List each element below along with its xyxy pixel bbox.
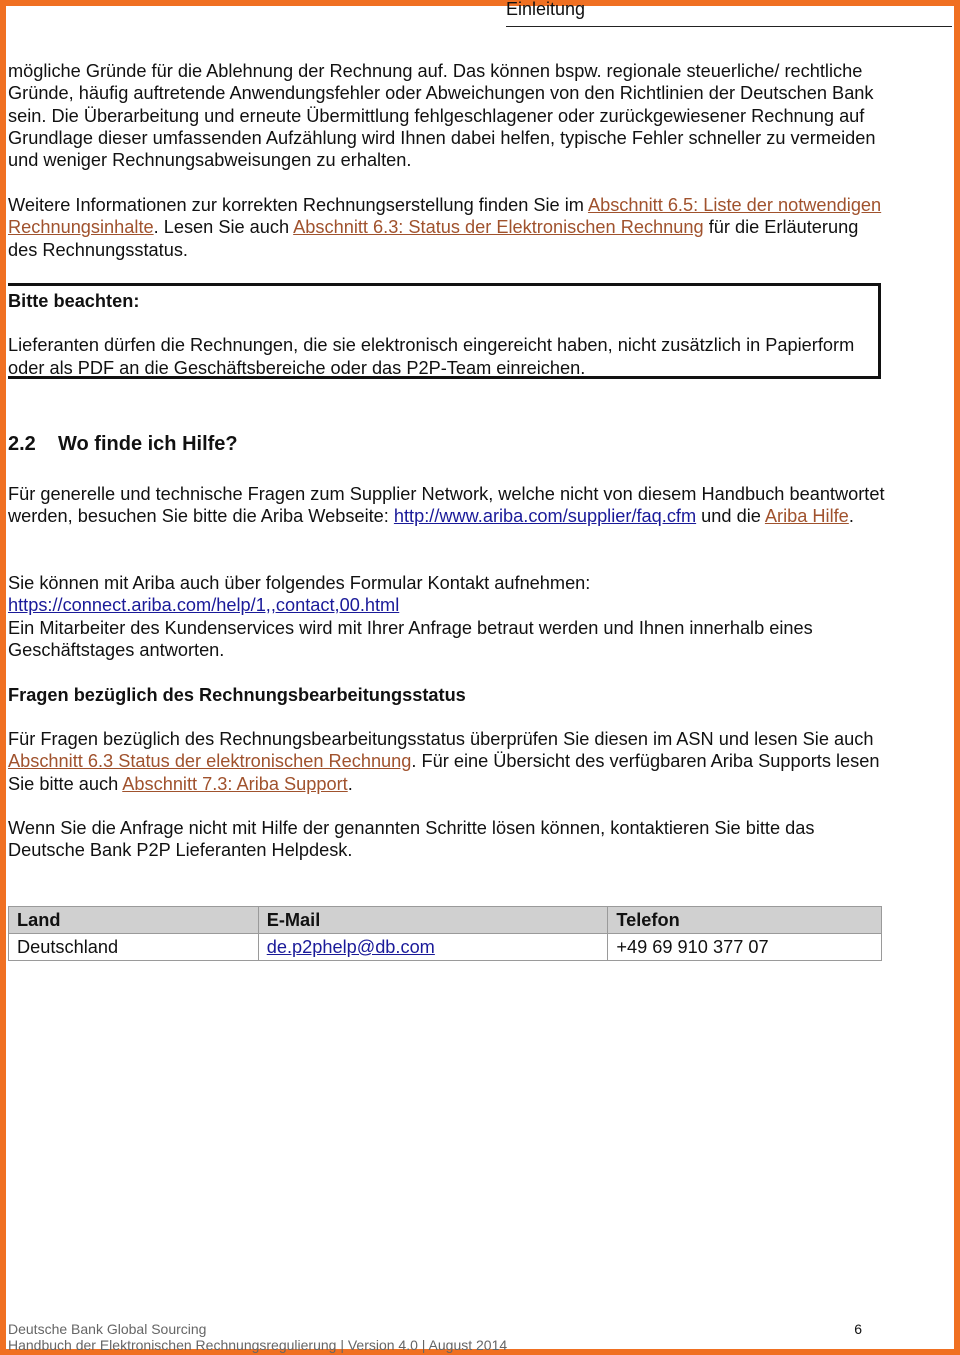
intro-paragraph: mögliche Gründe für die Ablehnung der Rechnung auf. Das können bspw. regionale steuerliche/ rechtliche Gründe, häufig auftretende Anwendungsfehler oder Abweichungen von den Richtlinien der Deutschen Bank sein. Die Überarbeitung und erneute Übermittlung fehlgeschlagener oder zurückgewiesener Rechnung auf Grundlage dieser umfassenden Aufzählung wird Ihnen dabei helfen, typische Fehler schneller zu vermeiden und weniger Rechnungsabweisungen zu erhalten.: [8, 61, 876, 171]
link-section-7-3[interactable]: Abschnitt 7.3: Ariba Support: [122, 773, 348, 794]
text-span: für die Erläuterung des Rechnungsstatus.: [8, 217, 859, 260]
header-rule: [506, 26, 952, 27]
note-body: Lieferanten dürfen die Rechnungen, die sie elektronisch eingereicht haben, nicht zusätzlich in Papierform oder als PDF an die Geschäftsbereiche oder das P2P-Team einreichen.: [8, 335, 855, 378]
contact-form-text: Sie können mit Ariba auch über folgendes Formular Kontakt aufnehmen:: [8, 573, 591, 593]
text-span: .: [848, 506, 854, 527]
page-footer: [8, 1321, 868, 1353]
link-ariba-faq[interactable]: http://www.ariba.com/supplier/faq.cfm: [393, 506, 697, 527]
text-span: Für Fragen bezüglich des Rechnungsbearbeitungsstatus überprüfen Sie diesen im ASN und lesen Sie auch: [8, 729, 874, 749]
text-span: . Für eine Übersicht des verfügbaren Ariba Supports lesen Sie bitte auch: [8, 751, 880, 794]
note-box: [8, 283, 881, 379]
cell-email: [258, 934, 608, 961]
note-title: Bitte beachten:: [8, 291, 140, 311]
table-header-row: [9, 907, 882, 934]
status-paragraph: [8, 728, 888, 795]
column-header-email: E-Mail: [258, 907, 608, 934]
cell-country: Deutschland: [9, 934, 259, 961]
link-contact-form[interactable]: https://connect.ariba.com/help/1,,contact,00.html: [8, 595, 400, 616]
column-header-land: Land: [9, 907, 259, 934]
helpdesk-paragraph: Wenn Sie die Anfrage nicht mit Hilfe der genannten Schritte lösen können, kontaktieren Sie bitte das Deutsche Bank P2P Lieferanten Helpdesk.: [8, 818, 815, 861]
section-heading: [8, 432, 238, 456]
link-ariba-hilfe[interactable]: Ariba Hilfe: [764, 506, 849, 527]
email-link[interactable]: de.p2phelp@db.com: [266, 936, 435, 957]
text-span: und die: [696, 506, 765, 527]
page-number: 6: [854, 1321, 862, 1337]
footer-line-1: Deutsche Bank Global Sourcing: [8, 1321, 207, 1337]
cell-phone: +49 69 910 377 07: [608, 934, 882, 961]
text-span: Für generelle und technische Fragen zum Supplier Network, welche nicht von diesem Handbuch beantwortet werden, besuchen Sie bitte die Ariba Webseite:: [8, 484, 885, 527]
help-paragraph: [8, 483, 888, 528]
intro-references-paragraph: [8, 194, 888, 261]
contact-form-block: [8, 572, 888, 661]
link-section-6-5[interactable]: Abschnitt 6.5: Liste der notwendigen Rechnungsinhalte: [8, 195, 882, 238]
section-number: 2.2: [8, 433, 36, 455]
table-row: [9, 934, 882, 961]
customer-service-text: Ein Mitarbeiter des Kundenservices wird mit Ihrer Anfrage betraut werden und Ihnen innerhalb eines Geschäftstages antworten.: [8, 617, 813, 660]
sub-heading: Fragen bezüglich des Rechnungsbearbeitungsstatus: [8, 685, 466, 705]
link-section-6-3[interactable]: Abschnitt 6.3: Status der Elektronischen Rechnung: [293, 217, 704, 238]
section-title: Wo finde ich Hilfe?: [58, 433, 238, 455]
link-section-6-3-status[interactable]: Abschnitt 6.3 Status der elektronischen Rechnung: [8, 751, 412, 772]
contact-table: [8, 906, 882, 961]
text-span: .: [347, 773, 353, 794]
running-header-title: Einleitung: [506, 0, 586, 19]
text-span: Weitere Informationen zur korrekten Rechnungserstellung finden Sie im: [8, 195, 588, 215]
column-header-telefon: Telefon: [608, 907, 882, 934]
text-span: . Lesen Sie auch: [153, 217, 294, 238]
footer-line-2: Handbuch der Elektronischen Rechnungsregulierung | Version 4.0 | August 2014: [8, 1337, 508, 1353]
